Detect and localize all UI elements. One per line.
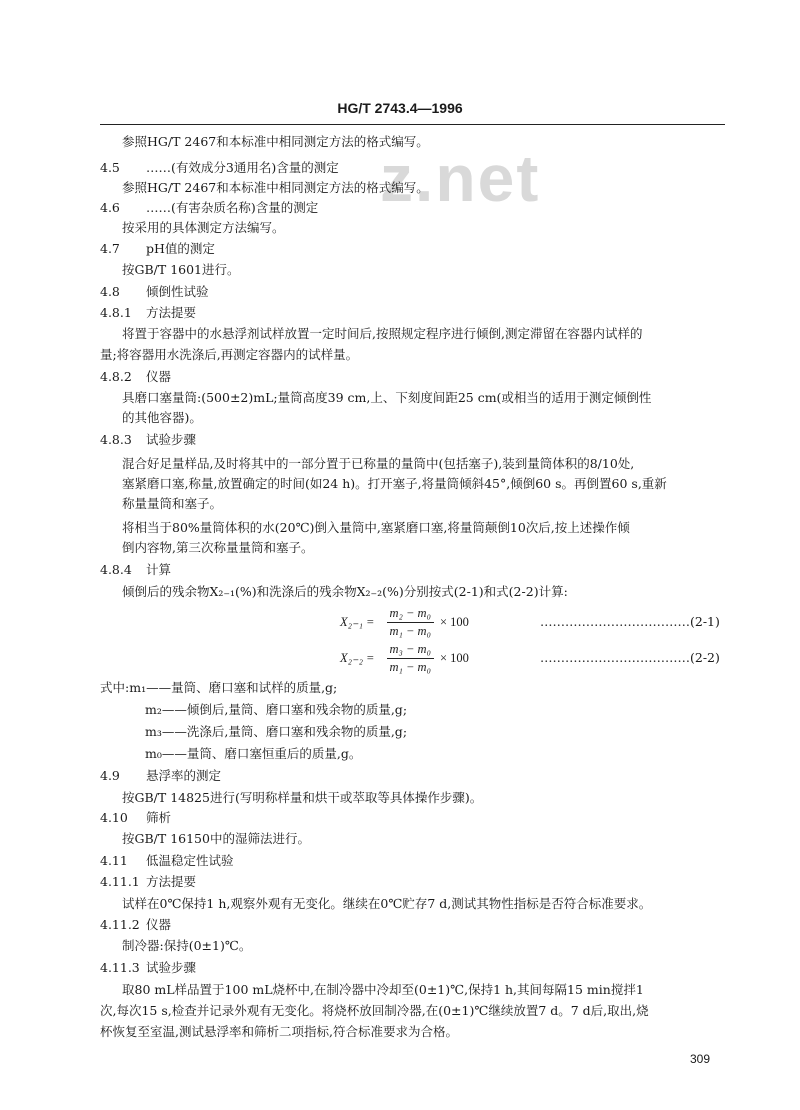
subsection-heading: 4.11.3 试验步骤	[100, 960, 197, 975]
variable-definition: 式中:m₁——量筒、磨口塞和试样的质量,g;	[100, 680, 338, 695]
paragraph: 参照HG/T 2467和本标准中相同测定方法的格式编写。	[122, 134, 429, 149]
header-rule	[100, 124, 725, 125]
equation-label: ………………………………(2-2)	[540, 650, 720, 665]
section-heading: 4.10 筛析	[100, 810, 172, 825]
paragraph: 具磨口塞量筒:(500±2)mL;量筒高度39 cm,上、下刻度间距25 cm(或相当的适用于测定倾倒性	[122, 390, 652, 405]
page-number: 309	[690, 1052, 711, 1066]
section-heading: 4.6 ……(有害杂质名称)含量的测定	[100, 200, 319, 215]
paragraph: 试样在0℃保持1 h,观察外观有无变化。继续在0℃贮存7 d,测试其物性指标是否符合标准要求。	[122, 896, 652, 911]
paragraph: 的其他容器)。	[122, 410, 202, 425]
equation-label: ………………………………(2-1)	[540, 614, 720, 629]
section-heading: 4.8 倾倒性试验	[100, 284, 209, 299]
paragraph: 取80 mL样品置于100 mL烧杯中,在制冷器中冷却至(0±1)℃,保持1 h,其间每隔15 min搅拌1	[122, 982, 644, 997]
paragraph: 制冷器:保持(0±1)℃。	[122, 938, 252, 953]
variable-definition: m₃——洗涤后,量筒、磨口塞和残余物的质量,g;	[145, 724, 408, 739]
subsection-heading: 4.11.1 方法提要	[100, 874, 197, 889]
section-heading: 4.9 悬浮率的测定	[100, 768, 222, 783]
section-heading: 4.5 ……(有效成分3通用名)含量的测定	[100, 160, 339, 175]
page-header: HG/T 2743.4—1996	[337, 100, 463, 116]
subsection-heading: 4.11.2 仪器	[100, 917, 172, 932]
subsection-heading: 4.8.2 仪器	[100, 369, 172, 384]
paragraph: 按GB/T 16150中的湿筛法进行。	[122, 831, 310, 846]
paragraph: 称量量筒和塞子。	[122, 496, 223, 511]
subsection-heading: 4.8.4 计算	[100, 562, 172, 577]
equation-2-1: X₂₋₁ = $\frac{\text{m₂ − m₀}}{\text{m₁ − m₀}}$ × 100	[340, 605, 469, 638]
paragraph: 将相当于80%量筒体积的水(20℃)倒入量筒中,塞紧磨口塞,将量筒颠倒10次后,按上述操作倾	[122, 520, 630, 535]
paragraph: 按GB/T 1601进行。	[122, 262, 240, 277]
section-heading: 4.7 pH值的测定	[100, 241, 215, 256]
paragraph: 按采用的具体测定方法编写。	[122, 220, 285, 235]
paragraph: 参照HG/T 2467和本标准中相同测定方法的格式编写。	[122, 180, 429, 195]
paragraph: 倒内容物,第三次称量量筒和塞子。	[122, 540, 314, 555]
watermark: z.net	[380, 141, 541, 215]
section-heading: 4.11 低温稳定性试验	[100, 853, 234, 868]
paragraph: 杯恢复至室温,测试悬浮率和筛析二项指标,符合标准要求为合格。	[100, 1024, 458, 1039]
paragraph: 量;将容器用水洗涤后,再测定容器内的试样量。	[100, 347, 359, 362]
subsection-heading: 4.8.3 试验步骤	[100, 432, 197, 447]
paragraph: 塞紧磨口塞,称量,放置确定的时间(如24 h)。打开塞子,将量筒倾斜45°,倾倒60 s。再倒置60 s,重新	[122, 476, 667, 491]
paragraph: 将置于容器中的水悬浮剂试样放置一定时间后,按照规定程序进行倾倒,测定滞留在容器内试样的	[122, 326, 643, 341]
subsection-heading: 4.8.1 方法提要	[100, 305, 197, 320]
paragraph: 次,每次15 s,检查并记录外观有无变化。将烧杯放回制冷器,在(0±1)℃继续放置7 d。7 d后,取出,烧	[100, 1003, 649, 1018]
paragraph: 按GB/T 14825进行(写明称样量和烘干或萃取等具体操作步骤)。	[122, 790, 483, 805]
variable-definition: m₀——量筒、磨口塞恒重后的质量,g。	[145, 746, 362, 761]
paragraph: 倾倒后的残余物X₂₋₁(%)和洗涤后的残余物X₂₋₂(%)分别按式(2-1)和式(2-2)计算:	[122, 584, 568, 599]
variable-definition: m₂——倾倒后,量筒、磨口塞和残余物的质量,g;	[145, 702, 408, 717]
paragraph: 混合好足量样品,及时将其中的一部分置于已称量的量筒中(包括塞子),装到量筒体积的8/10处,	[122, 456, 635, 471]
equation-2-2: X₂₋₂ = $\frac{\text{m₃ − m₀}}{\text{m₁ − m₀}}$ × 100	[340, 641, 469, 674]
